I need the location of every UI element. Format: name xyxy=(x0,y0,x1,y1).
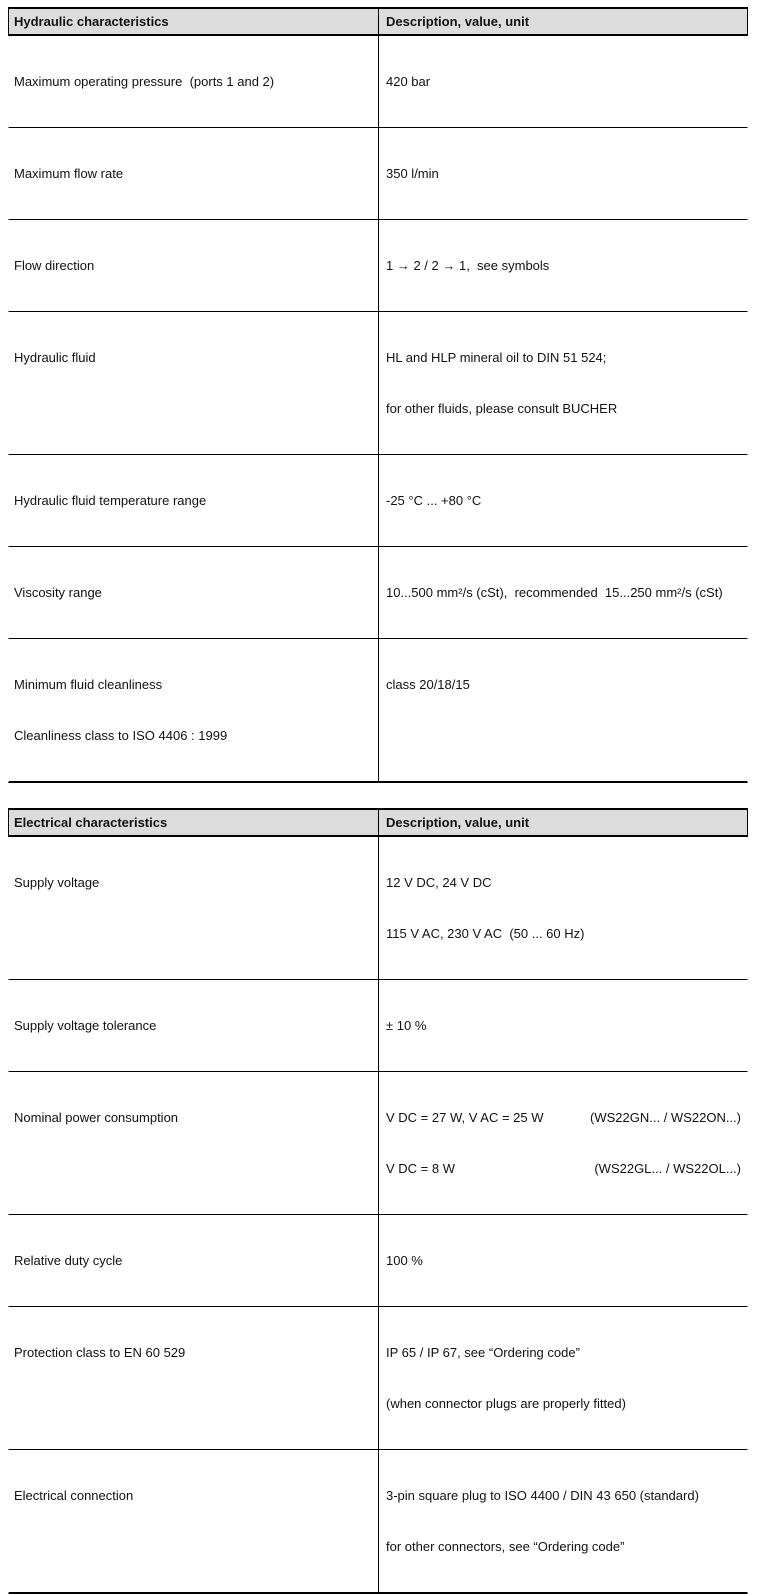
row-label xyxy=(9,1072,379,1214)
table-row xyxy=(8,1215,748,1307)
value-pair-line xyxy=(386,1160,741,1177)
row-value xyxy=(379,639,747,781)
hydraulic-table-description-header: Description, value, unit xyxy=(386,14,530,29)
table-row xyxy=(8,36,748,128)
row-value xyxy=(379,36,747,127)
hydraulic-characteristics-table xyxy=(8,7,748,783)
text-line: 100 % xyxy=(386,1253,423,1268)
text-line: Hydraulic fluid temperature range xyxy=(14,493,207,508)
table-row xyxy=(8,312,748,455)
hydraulic-table-header-row xyxy=(8,7,748,36)
text-line: Hydraulic fluid xyxy=(14,350,96,365)
text-line: Nominal power consumption xyxy=(14,1110,179,1125)
text-line: (when connector plugs are properly fitted) xyxy=(386,1396,626,1411)
table-row xyxy=(8,455,748,547)
row-label xyxy=(9,220,379,311)
text-line: Relative duty cycle xyxy=(14,1253,123,1268)
text-line: 10...500 mm²/s (cSt), recommended 15...250 mm²/s (cSt) xyxy=(386,585,723,600)
text-line: 3-pin square plug to ISO 4400 / DIN 43 650 (standard) xyxy=(386,1488,699,1503)
row-label xyxy=(9,1215,379,1306)
row-label xyxy=(9,639,379,781)
text-line: 12 V DC, 24 V DC xyxy=(386,875,492,890)
row-value xyxy=(379,220,747,311)
table-row xyxy=(8,1307,748,1450)
row-label xyxy=(9,128,379,219)
table-row xyxy=(8,1450,748,1594)
electrical-characteristics-table xyxy=(8,808,748,1594)
text-line: Electrical connection xyxy=(14,1488,134,1503)
table-row xyxy=(8,837,748,980)
table-row xyxy=(8,639,748,783)
text-line: Supply voltage xyxy=(14,875,100,890)
row-label xyxy=(9,980,379,1071)
row-value xyxy=(379,1215,747,1306)
text-line: Supply voltage tolerance xyxy=(14,1018,157,1033)
text-line: IP 65 / IP 67, see “Ordering code” xyxy=(386,1345,580,1360)
table-row xyxy=(8,547,748,639)
text-line: Flow direction xyxy=(14,258,95,273)
text-line: Minimum fluid cleanliness xyxy=(14,677,163,692)
text-line: V DC = 27 W, V AC = 25 W xyxy=(386,1110,544,1125)
text-line: HL and HLP mineral oil to DIN 51 524; xyxy=(386,350,607,365)
row-label xyxy=(9,547,379,638)
text-line: class 20/18/15 xyxy=(386,677,470,692)
table-row xyxy=(8,1072,748,1215)
row-value xyxy=(379,1450,747,1592)
row-value xyxy=(379,1072,747,1214)
row-value xyxy=(379,128,747,219)
text-line: Cleanliness class to ISO 4406 : 1999 xyxy=(14,728,228,743)
text-line: 1 → 2 / 2 → 1, see symbols xyxy=(386,258,550,273)
text-line: Maximum operating pressure (ports 1 and 2) xyxy=(14,74,275,89)
text-line: ± 10 % xyxy=(386,1018,427,1033)
row-label xyxy=(9,312,379,454)
row-label xyxy=(9,455,379,546)
text-line: for other fluids, please consult BUCHER xyxy=(386,401,618,416)
text-line: Viscosity range xyxy=(14,585,102,600)
hydraulic-table-title: Hydraulic characteristics xyxy=(9,9,379,34)
text-line: -25 °C ... +80 °C xyxy=(386,493,482,508)
text-line: 350 l/min xyxy=(386,166,439,181)
electrical-table-title: Electrical characteristics xyxy=(9,810,379,835)
row-label xyxy=(9,1450,379,1592)
electrical-table-header-row xyxy=(8,808,748,837)
table-row xyxy=(8,128,748,220)
row-label xyxy=(9,36,379,127)
electrical-table-description-header: Description, value, unit xyxy=(386,815,530,830)
text-line: Protection class to EN 60 529 xyxy=(14,1345,186,1360)
row-value xyxy=(379,455,747,546)
row-value xyxy=(379,837,747,979)
row-label xyxy=(9,1307,379,1449)
text-line: Maximum flow rate xyxy=(14,166,124,181)
row-value xyxy=(379,312,747,454)
row-value xyxy=(379,980,747,1071)
model-code-text: (WS22GN... / WS22ON...) xyxy=(590,1110,741,1125)
model-code-text: (WS22GL... / WS22OL...) xyxy=(594,1161,741,1176)
value-pair-line xyxy=(386,1109,741,1126)
text-line: V DC = 8 W xyxy=(386,1161,455,1176)
row-value xyxy=(379,547,747,638)
table-row xyxy=(8,980,748,1072)
text-line: 420 bar xyxy=(386,74,431,89)
text-line: for other connectors, see “Ordering code” xyxy=(386,1539,625,1554)
text-line: 115 V AC, 230 V AC (50 ... 60 Hz) xyxy=(386,926,585,941)
row-value xyxy=(379,1307,747,1449)
row-label xyxy=(9,837,379,979)
table-row xyxy=(8,220,748,312)
